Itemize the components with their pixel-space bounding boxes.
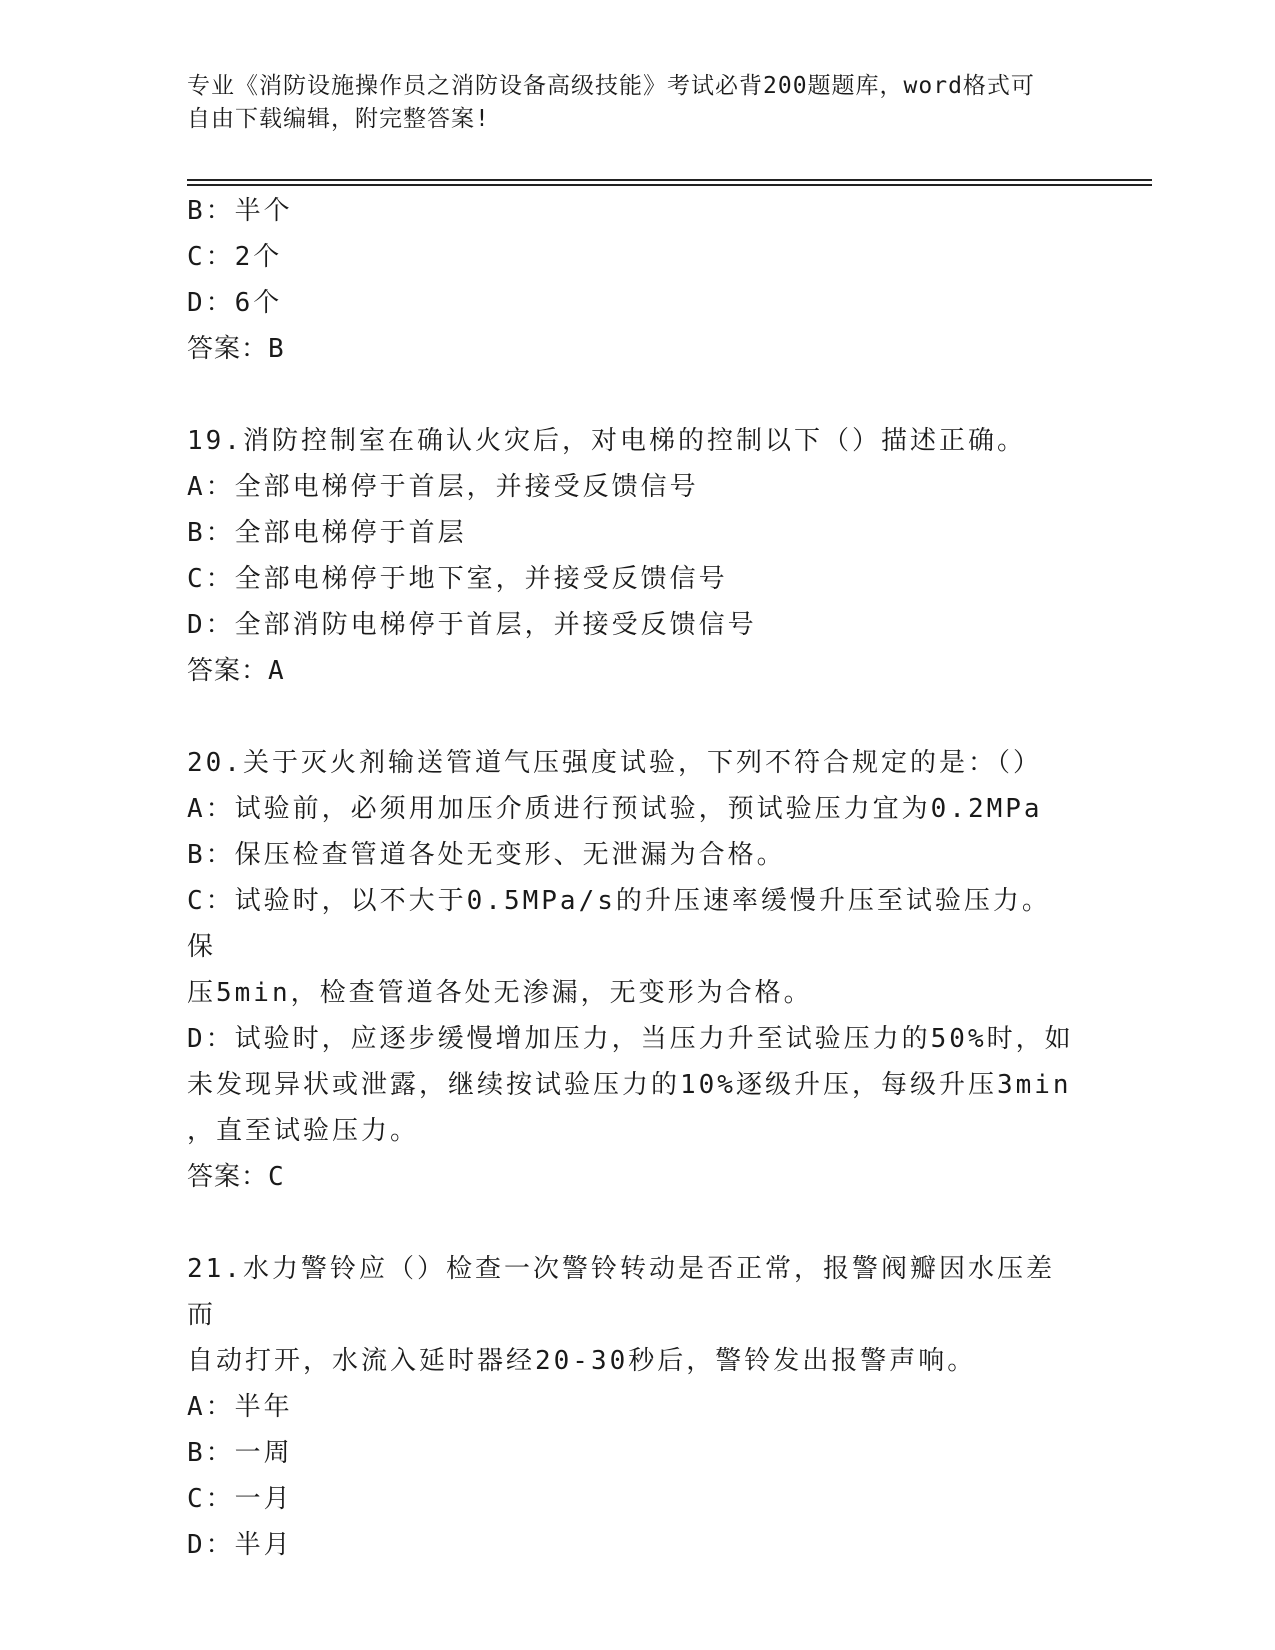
question-19-block — [187, 418, 1077, 694]
spacer — [187, 694, 1077, 740]
q20-option-a: A：试验前，必须用加压介质进行预试验，预试验压力宜为0.2MPa — [187, 794, 1043, 824]
q18-option-b: B：半个 — [187, 196, 293, 226]
q20-option-c-line-1: C：试验时，以不大于0.5MPa/s的升压速率缓慢升压至试验压力。保 — [187, 886, 1051, 962]
q21-question-line-1: 21.水力警铃应（）检查一次警铃转动是否正常，报警阀瓣因水压差而 — [187, 1254, 1055, 1330]
header-divider-top — [187, 179, 1152, 181]
q18-option-c: C：2个 — [187, 242, 283, 272]
q20-option-d-line-2: 未发现异状或泄露，继续按试验压力的10%逐级升压，每级升压3min — [187, 1070, 1072, 1100]
q21-option-c: C：一月 — [187, 1484, 293, 1514]
spacer — [187, 1200, 1077, 1246]
q19-answer: 答案：A — [187, 656, 285, 686]
q18-answer: 答案：B — [187, 334, 285, 364]
q19-option-c: C：全部电梯停于地下室，并接受反馈信号 — [187, 564, 728, 594]
spacer — [187, 372, 1077, 418]
q19-question: 19.消防控制室在确认火灾后，对电梯的控制以下（）描述正确。 — [187, 426, 1026, 456]
question-list — [187, 188, 1077, 1568]
q20-option-b: B：保压检查管道各处无变形、无泄漏为合格。 — [187, 840, 786, 870]
q21-option-d: D：半月 — [187, 1530, 293, 1560]
header-line-2: 自由下载编辑，附完整答案! — [187, 106, 490, 132]
q19-option-b: B：全部电梯停于首层 — [187, 518, 467, 548]
q20-option-c-line-2: 压5min，检查管道各处无渗漏，无变形为合格。 — [187, 978, 813, 1008]
question-18-block — [187, 188, 1077, 372]
q20-answer: 答案：C — [187, 1162, 285, 1192]
q20-question: 20.关于灭火剂输送管道气压强度试验，下列不符合规定的是：（） — [187, 748, 1042, 778]
page-header — [187, 70, 1087, 136]
header-line-1: 专业《消防设施操作员之消防设备高级技能》考试必背200题题库，word格式可 — [187, 73, 1035, 99]
question-21-block — [187, 1246, 1077, 1568]
q21-option-a: A：半年 — [187, 1392, 293, 1422]
q20-option-d-line-1: D：试验时，应逐步缓慢增加压力，当压力升至试验压力的50%时，如 — [187, 1024, 1074, 1054]
q19-option-d: D：全部消防电梯停于首层，并接受反馈信号 — [187, 610, 757, 640]
q18-option-d: D：6个 — [187, 288, 283, 318]
q20-option-d-line-3: ，直至试验压力。 — [187, 1116, 420, 1146]
q21-question-line-2: 自动打开，水流入延时器经20-30秒后，警铃发出报警声响。 — [187, 1346, 977, 1376]
question-20-block — [187, 740, 1077, 1200]
q21-option-b: B：一周 — [187, 1438, 293, 1468]
header-divider-bottom — [187, 184, 1152, 186]
q19-option-a: A：全部电梯停于首层，并接受反馈信号 — [187, 472, 699, 502]
